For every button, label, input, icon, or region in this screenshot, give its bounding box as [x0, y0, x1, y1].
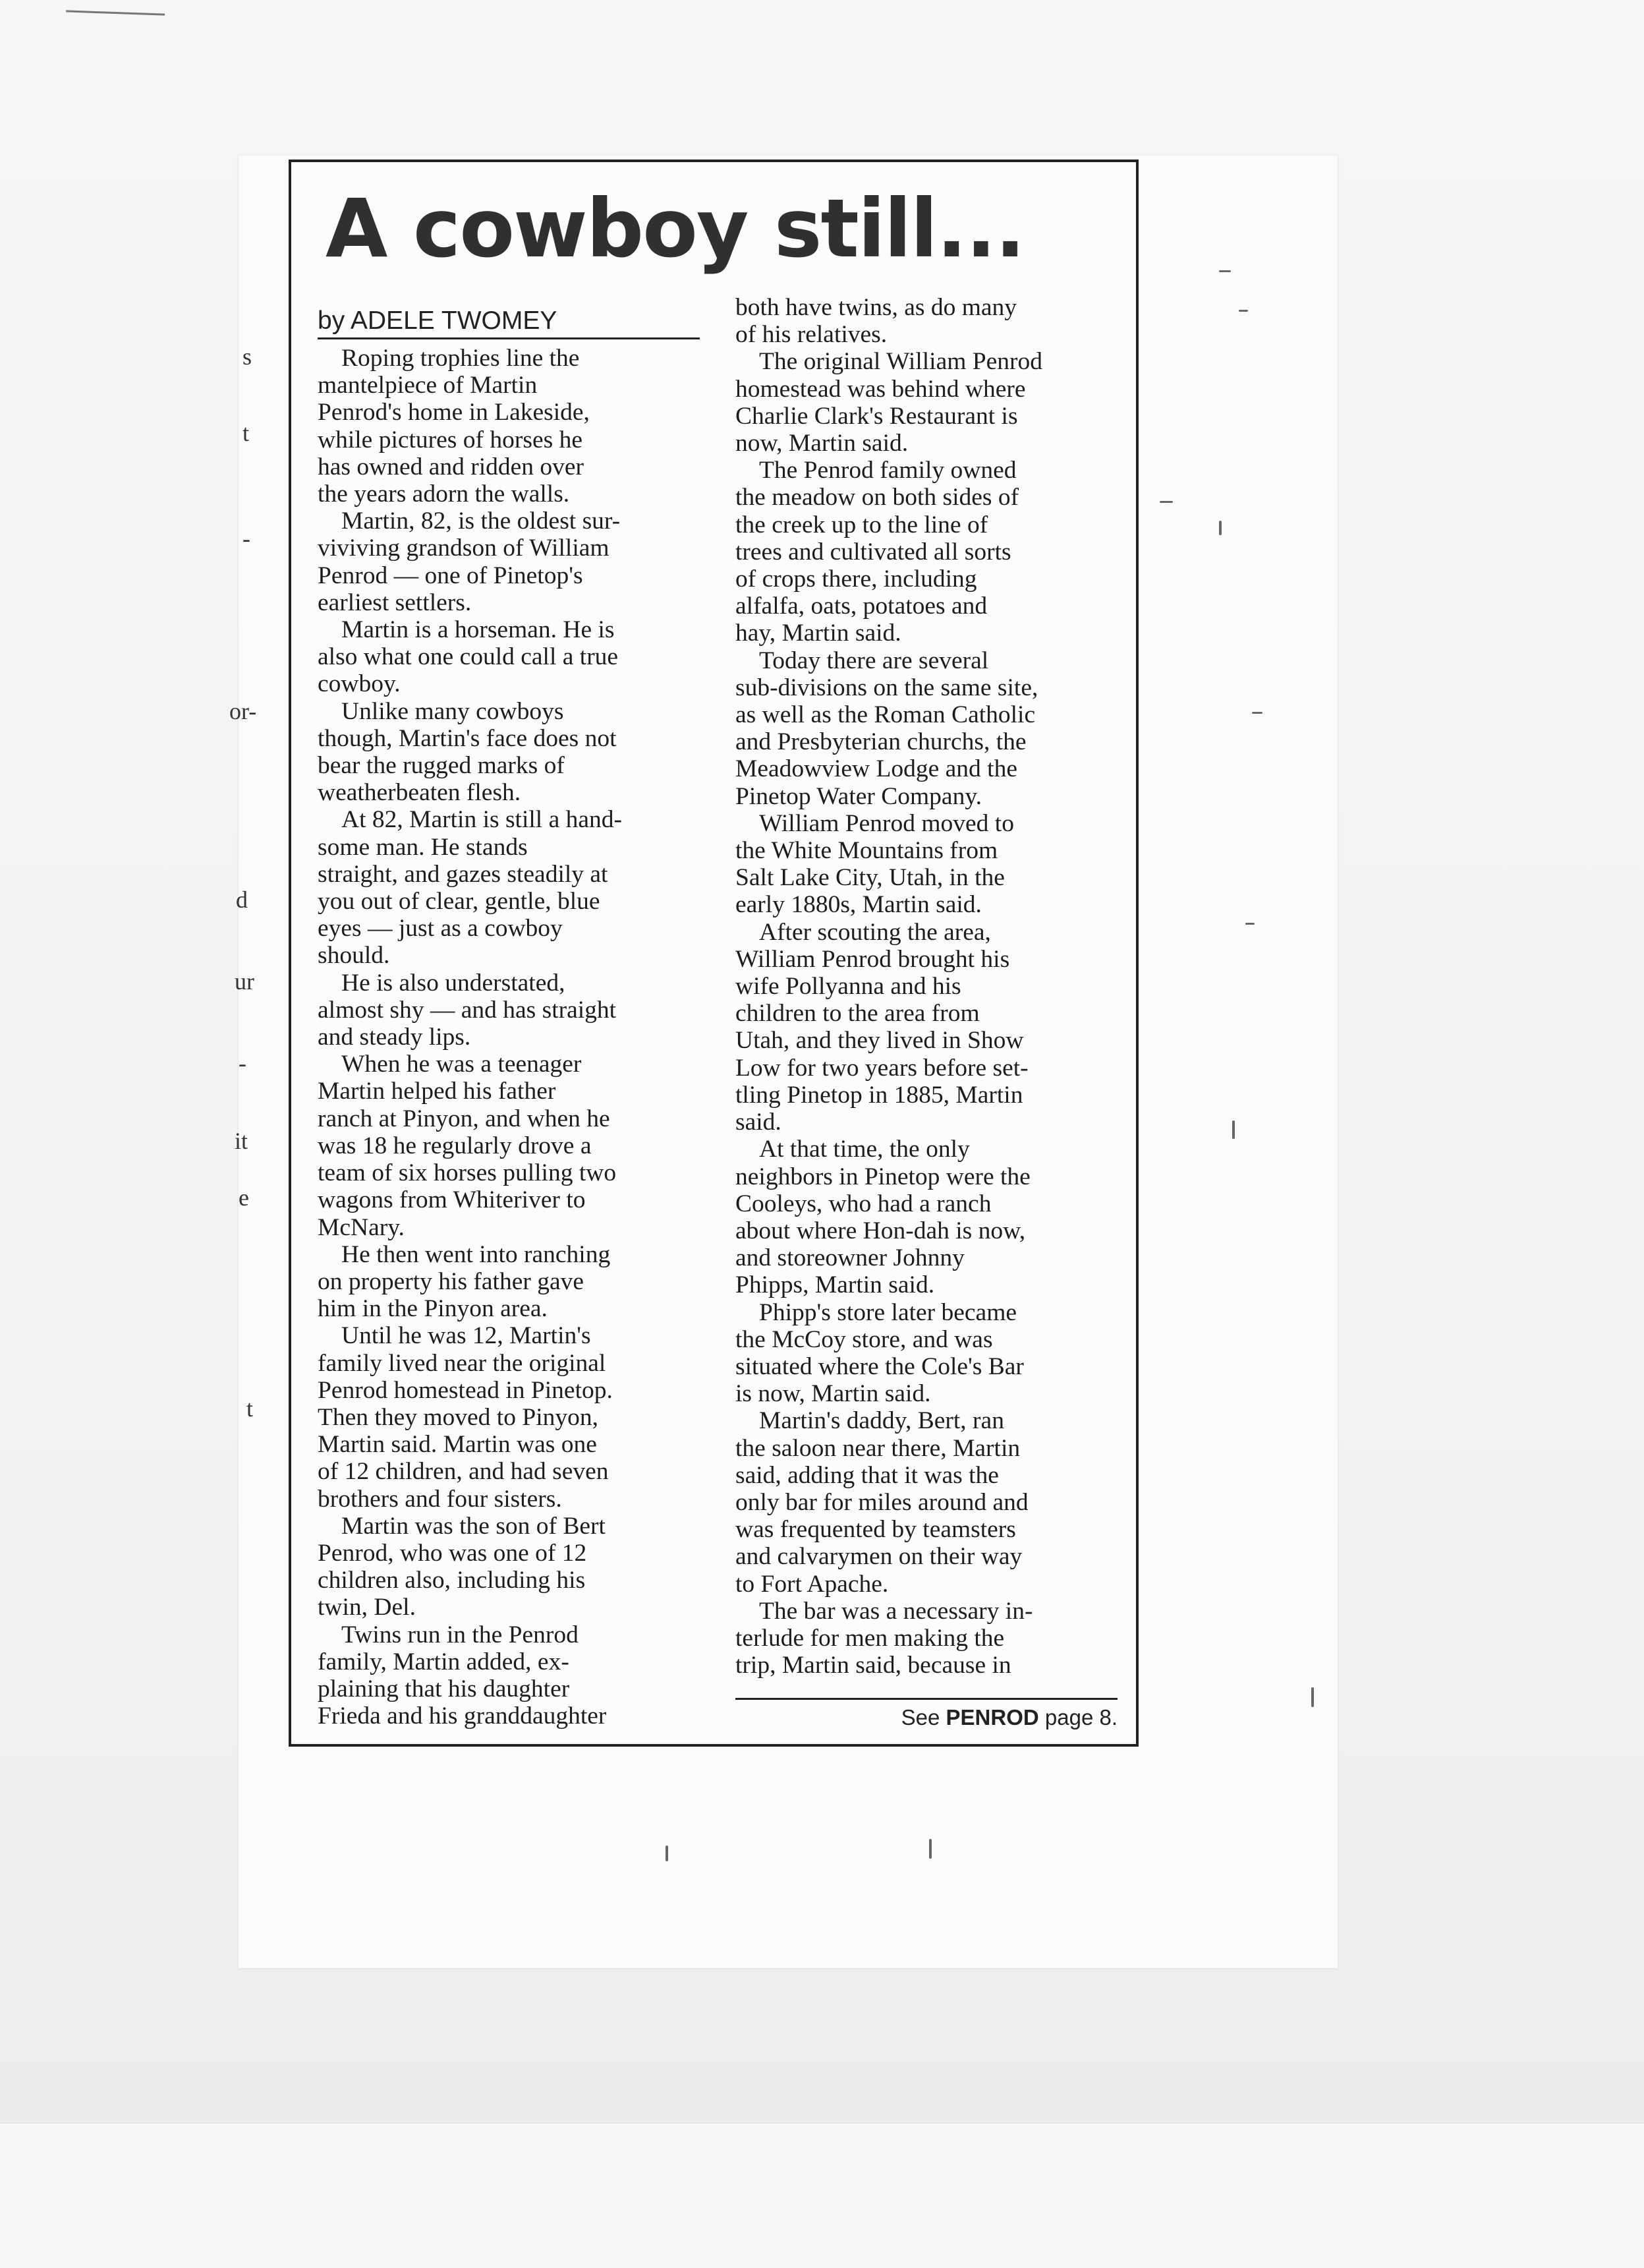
text-line: tling Pinetop in 1885, Martin	[735, 1081, 1023, 1109]
text-line: Pinetop Water Company.	[735, 782, 982, 810]
scanner-edge-band	[0, 2122, 1644, 2268]
newspaper-clipping	[289, 160, 1139, 1747]
text-line: Penrod's home in Lakeside,	[318, 399, 590, 426]
text-line: though, Martin's face does not	[318, 724, 617, 752]
text-line: while pictures of horses he	[318, 426, 582, 453]
adjacent-column-fragments	[229, 156, 290, 1737]
text-line: was frequented by teamsters	[735, 1516, 1016, 1544]
text-line: Then they moved to Pinyon,	[318, 1403, 598, 1431]
text-line: Low for two years before set-	[735, 1054, 1029, 1082]
text-line: Penrod homestead in Pinetop.	[318, 1376, 613, 1404]
text-line: The original William Penrod	[759, 348, 1043, 376]
text-line: trip, Martin said, because in	[735, 1652, 1011, 1679]
text-line: cowboy.	[318, 670, 401, 698]
text-line: Phipps, Martin said.	[735, 1271, 935, 1299]
margin-fragment: t	[242, 420, 250, 446]
text-line: Martin was the son of Bert	[341, 1512, 606, 1540]
text-line: the meadow on both sides of	[735, 484, 1019, 511]
text-line: Martin's daddy, Bert, ran	[759, 1407, 1004, 1435]
continuation-ref: PENROD	[946, 1705, 1039, 1730]
scan-speck	[1245, 923, 1255, 925]
text-line: bear the rugged marks of	[318, 752, 565, 780]
byline: by ADELE TWOMEY	[318, 305, 700, 339]
text-line: Charlie Clark's Restaurant is	[735, 402, 1018, 430]
text-line: He is also understated,	[341, 969, 565, 997]
text-line: eyes — just as a cowboy	[318, 915, 563, 943]
continuation-prefix: See	[901, 1705, 940, 1730]
text-line: him in the Pinyon area.	[318, 1295, 548, 1323]
text-line: team of six horses pulling two	[318, 1159, 617, 1187]
text-line: you out of clear, gentle, blue	[318, 888, 600, 916]
text-line: Martin said. Martin was one	[318, 1431, 597, 1459]
text-line: mantelpiece of Martin	[318, 372, 538, 399]
text-line: plaining that his daughter	[318, 1675, 570, 1702]
text-line: Martin is a horseman. He is	[341, 616, 615, 644]
text-line: weatherbeaten flesh.	[318, 779, 521, 807]
text-line: the creek up to the line of	[735, 511, 988, 538]
scan-speck	[1219, 270, 1231, 272]
text-line: sub-divisions on the same site,	[735, 674, 1038, 701]
text-line: At 82, Martin is still a hand-	[341, 806, 622, 834]
text-line: terlude for men making the	[735, 1624, 1005, 1652]
text-line: alfalfa, oats, potatoes and	[735, 593, 988, 620]
text-line: Until he was 12, Martin's	[341, 1322, 591, 1350]
text-line: Meadowview Lodge and the	[735, 755, 1017, 783]
text-line: The Penrod family owned	[759, 457, 1017, 484]
text-line: Twins run in the Penrod	[341, 1621, 579, 1648]
text-line: is now, Martin said.	[735, 1380, 931, 1408]
text-line: was 18 he regularly drove a	[318, 1132, 592, 1159]
text-line: family lived near the original	[318, 1349, 606, 1377]
text-line: viviving grandson of William	[318, 535, 609, 562]
text-line: children to the area from	[735, 1000, 980, 1028]
text-line: Phipp's store later became	[759, 1298, 1017, 1326]
text-line: the White Mountains from	[735, 837, 998, 865]
text-line: both have twins, as do many	[735, 294, 1017, 321]
text-line: only bar for miles around and	[735, 1488, 1029, 1516]
text-line: Martin, 82, is the oldest sur-	[341, 508, 621, 535]
text-line: the McCoy store, and was	[735, 1325, 993, 1353]
text-line: and storeowner Johnny	[735, 1244, 965, 1272]
text-line: wagons from Whiteriver to	[318, 1186, 586, 1214]
text-line: family, Martin added, ex-	[318, 1648, 569, 1675]
text-line: neighbors in Pinetop were the	[735, 1163, 1031, 1190]
margin-fragment: s	[242, 343, 252, 370]
text-line: trees and cultivated all sorts	[735, 538, 1011, 566]
text-line: of 12 children, and had seven	[318, 1458, 609, 1486]
headline: A cowboy still...	[326, 182, 1025, 276]
text-line: Frieda and his granddaughter	[318, 1702, 607, 1730]
text-line: He then went into ranching	[341, 1240, 611, 1268]
text-line: of his relatives.	[735, 321, 888, 349]
text-line: the years adorn the walls.	[318, 480, 570, 508]
margin-fragment: ur	[235, 968, 254, 995]
margin-fragment: -	[242, 525, 250, 552]
text-line: homestead was behind where	[735, 375, 1026, 403]
text-line: situated where the Cole's Bar	[735, 1352, 1024, 1380]
text-line: as well as the Roman Catholic	[735, 701, 1036, 729]
text-line: Cooleys, who had a ranch	[735, 1190, 992, 1217]
margin-fragment: it	[235, 1128, 248, 1154]
text-line: Penrod, who was one of 12	[318, 1539, 587, 1567]
scan-speck	[929, 1839, 932, 1859]
text-line: At that time, the only	[759, 1136, 970, 1163]
text-line: straight, and gazes steadily at	[318, 860, 608, 888]
text-line: When he was a teenager	[341, 1051, 582, 1078]
text-line: Today there are several	[759, 647, 989, 674]
article-column-right	[735, 294, 1118, 1679]
text-line: Penrod — one of Pinetop's	[318, 562, 583, 589]
text-line: earliest settlers.	[318, 589, 472, 616]
scan-speck	[1160, 501, 1173, 503]
margin-fragment: d	[236, 887, 248, 913]
text-line: ranch at Pinyon, and when he	[318, 1105, 610, 1132]
text-line: about where Hon-dah is now,	[735, 1217, 1026, 1244]
text-line: now, Martin said.	[735, 430, 909, 457]
text-line: also what one could call a true	[318, 643, 619, 671]
text-line: to Fort Apache.	[735, 1570, 889, 1598]
text-line: twin, Del.	[318, 1594, 416, 1621]
scan-speck	[1239, 310, 1248, 312]
scan-speck	[1252, 712, 1262, 714]
continuation-page: page 8.	[1044, 1705, 1118, 1730]
margin-fragment: -	[239, 1050, 246, 1076]
text-line: children also, including his	[318, 1567, 586, 1594]
text-line: Unlike many cowboys	[341, 697, 564, 725]
text-line: said.	[735, 1109, 781, 1136]
text-line: After scouting the area,	[759, 918, 991, 946]
text-line: The bar was a necessary in-	[759, 1597, 1033, 1625]
text-line: Salt Lake City, Utah, in the	[735, 864, 1005, 892]
text-line: Martin helped his father	[318, 1078, 556, 1105]
scan-speck	[1219, 521, 1222, 535]
text-line: William Penrod brought his	[735, 945, 1010, 973]
text-line: on property his father gave	[318, 1267, 584, 1295]
scan-speck	[1232, 1120, 1235, 1139]
article-column-left	[318, 294, 700, 1730]
text-line: of crops there, including	[735, 566, 977, 593]
text-line: hay, Martin said.	[735, 620, 901, 647]
scan-speck	[666, 1846, 668, 1861]
text-line: Roping trophies line the	[341, 345, 580, 372]
text-line: and steady lips.	[318, 1024, 471, 1051]
text-line: wife Pollyanna and his	[735, 973, 961, 1001]
text-line: brothers and four sisters.	[318, 1485, 562, 1513]
margin-fragment: t	[246, 1395, 254, 1422]
text-line: William Penrod moved to	[759, 809, 1014, 837]
text-line: early 1880s, Martin said.	[735, 891, 982, 919]
text-line: and calvarymen on their way	[735, 1543, 1023, 1571]
text-line: has owned and ridden over	[318, 453, 584, 480]
text-line: the saloon near there, Martin	[735, 1434, 1021, 1462]
text-line: almost shy — and has straight	[318, 996, 617, 1024]
text-line: should.	[318, 942, 390, 970]
text-line: McNary.	[318, 1213, 405, 1241]
text-line: and Presbyterian churchs, the	[735, 728, 1027, 756]
text-line: said, adding that it was the	[735, 1461, 999, 1489]
margin-fragment: e	[239, 1184, 249, 1211]
scan-speck	[1311, 1687, 1314, 1707]
text-line: Utah, and they lived in Show	[735, 1027, 1024, 1055]
text-line: some man. He stands	[318, 833, 528, 861]
margin-fragment: or-	[229, 698, 257, 724]
continuation-note	[735, 1698, 1118, 1730]
